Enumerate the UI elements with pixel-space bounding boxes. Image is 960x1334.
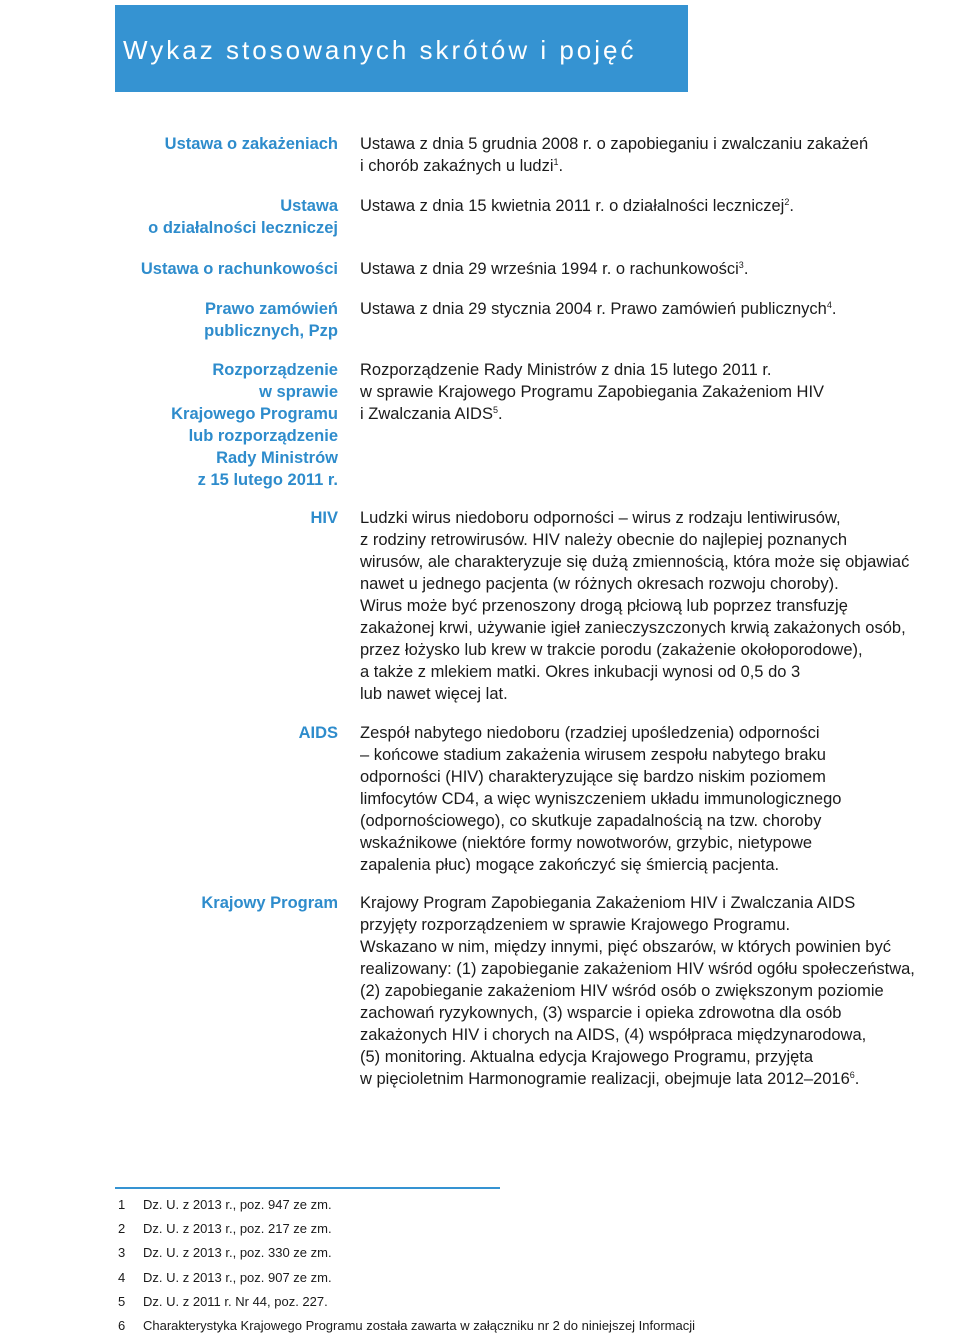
footnote-ref: 3 [738,260,744,270]
glossary-term-line: AIDS [298,724,338,742]
definition-line: wirusów, ale charakteryzuje się dużą zmiennością, która może się objawiać [360,553,910,571]
glossary-term [148,195,338,239]
footnote-ref: 1 [553,157,559,167]
footnote-divider [115,1187,500,1189]
glossary-term-line: z 15 lutego 2011 r. [197,471,338,489]
definition-line: w pięcioletnim Harmonogramie realizacji, obejmuje lata 2012–2016$^6$. [360,1070,860,1088]
definition-line: Ustawa z dnia 29 września 1994 r. o rachunkowości$^3$. [360,260,749,278]
definition-line: i Zwalczania AIDS$^5$. [360,405,503,423]
footnote-ref: 6 [849,1070,855,1080]
footnote-number: 5 [118,1293,126,1309]
glossary-definition [360,258,960,280]
footnote-ref: 2 [784,197,790,207]
definition-line: Rozporządzenie Rady Ministrów z dnia 15 lutego 2011 r. [360,361,772,379]
glossary-term-line: o działalności leczniczej [148,219,338,237]
definition-line: lub nawet więcej lat. [360,685,508,703]
glossary-definition [360,507,960,705]
footnote-number: 4 [118,1269,126,1285]
footnote [118,1294,328,1310]
footnote-text: Dz. U. z 2013 r., poz. 330 ze zm. [143,1245,332,1261]
glossary-term [171,359,338,491]
definition-line: i chorób zakaźnych u ludzi$^1$. [360,157,564,175]
definition-line: Wskazano w nim, między innymi, pięć obszarów, w których powinien być [360,938,891,956]
glossary-term-line: lub rozporządzenie [188,427,338,445]
definition-line: realizowany: (1) zapobieganie zakażeniom HIV wśród ogółu społeczeństwa, [360,960,915,978]
definition-line: nawet u jednego pacjenta (w różnych okresach rozwoju choroby). [360,575,839,593]
glossary-term [165,133,338,155]
glossary-term-line: Krajowy Program [201,894,338,912]
definition-line: Krajowy Program Zapobiegania Zakażeniom HIV i Zwalczania AIDS [360,894,856,912]
footnote-number: 6 [118,1318,126,1333]
glossary-term-line: w sprawie [259,383,338,401]
glossary-term [201,892,338,914]
page-header-banner [115,5,688,92]
glossary-definition [360,133,960,177]
glossary-definition [360,195,960,217]
definition-line: Ustawa z dnia 15 kwietnia 2011 r. o działalności leczniczej$^2$. [360,197,794,215]
footnote-text: Dz. U. z 2013 r., poz. 907 ze zm. [143,1269,332,1285]
glossary-definition [360,722,960,876]
footnote-text: Dz. U. z 2013 r., poz. 947 ze zm. [143,1197,332,1212]
glossary-term-line: Rady Ministrów [216,449,338,467]
definition-line: a także z mlekiem matki. Okres inkubacji wynosi od 0,5 do 3 [360,663,801,681]
definition-line: (5) monitoring. Aktualna edycja Krajowego Programu, przyjęta [360,1048,814,1066]
glossary-term-line: Krajowego Programu [171,405,338,423]
glossary-term [204,298,338,342]
definition-line: Ludzki wirus niedoboru odporności – wirus z rodzaju lentiwirusów, [360,509,841,527]
glossary-definition [360,359,960,425]
definition-line: Ustawa z dnia 29 stycznia 2004 r. Prawo zamówień publicznych$^4$. [360,300,837,318]
glossary-term [141,258,338,280]
footnote [118,1245,332,1261]
definition-line: przez łożysko lub krew w trakcie porodu (zakażenie okołoporodowe), [360,641,863,659]
definition-line: zapalenia płuc) mogące zakończyć się śmiercią pacjenta. [360,856,780,874]
definition-line: z rodziny retrowirusów. HIV należy obecnie do najlepiej poznanych [360,531,848,549]
definition-line: zachowań ryzykownych, (3) wsparcie i opieka zdrowotna dla osób [360,1004,842,1022]
footnote-text: Charakterystyka Krajowego Programu została zawarta w załączniku nr 2 do niniejszej Informacji [143,1318,696,1333]
footnote-text: Dz. U. z 2013 r., poz. 217 ze zm. [143,1221,332,1237]
glossary-term-line: HIV [310,509,338,527]
glossary-term-line: Prawo zamówień [205,300,338,318]
footnote-number: 2 [118,1221,126,1237]
definition-line: Zespół nabytego niedoboru (rzadziej upośledzenia) odporności [360,724,820,742]
definition-line: zakażonej krwi, używanie igieł zanieczyszczonych krwią zakażonych osób, [360,619,906,637]
glossary-term [310,507,338,529]
definition-line: – końcowe stadium zakażenia wirusem zespołu nabytego braku [360,746,826,764]
glossary-term-line: publicznych, Pzp [204,322,338,340]
footnote [118,1318,695,1334]
definition-line: limfocytów CD4, a więc wyniszczeniem układu immunologicznego [360,790,842,808]
footnote-number: 3 [118,1245,126,1261]
glossary-term-line: Ustawa o rachunkowości [140,260,338,278]
footnote-ref: 5 [492,405,498,415]
glossary-definition [360,298,960,320]
footnote-text: Dz. U. z 2011 r. Nr 44, poz. 227. [143,1293,328,1309]
glossary-term-line: Ustawa [280,197,338,215]
definition-line: wskaźnikowe (niektóre formy nowotworów, grzybic, nietypowe [360,834,813,852]
footnote-ref: 4 [826,300,832,310]
definition-line: (2) zapobieganie zakażeniom HIV wśród osób o zwiększonym poziomie [360,982,884,1000]
footnote [118,1270,332,1286]
definition-line: Wirus może być przenoszony drogą płciową lub poprzez transfuzję [360,597,848,615]
footnote [118,1197,332,1213]
glossary-term-line: Ustawa o zakażeniach [164,135,338,153]
definition-line: odporności (HIV) charakteryzujące się bardzo niskim poziomem [360,768,826,786]
footnote [118,1221,332,1237]
definition-line: przyjęty rozporządzeniem w sprawie Krajowego Programu. [360,916,791,934]
definition-line: (odpornościowego), co skutkuje zapadalnością na tzw. choroby [360,812,822,830]
glossary-term-line: Rozporządzenie [212,361,338,379]
glossary-definition [360,892,960,1090]
footnote-number: 1 [118,1197,126,1212]
definition-line: Ustawa z dnia 5 grudnia 2008 r. o zapobieganiu i zwalczaniu zakażeń [360,135,869,153]
page-title: Wykaz stosowanych skrótów i pojęć [123,35,637,65]
definition-line: w sprawie Krajowego Programu Zapobiegania Zakażeniom HIV [360,383,825,401]
glossary-term [299,722,338,744]
definition-line: zakażonych HIV i chorych na AIDS, (4) współpraca międzynarodowa, [360,1026,867,1044]
